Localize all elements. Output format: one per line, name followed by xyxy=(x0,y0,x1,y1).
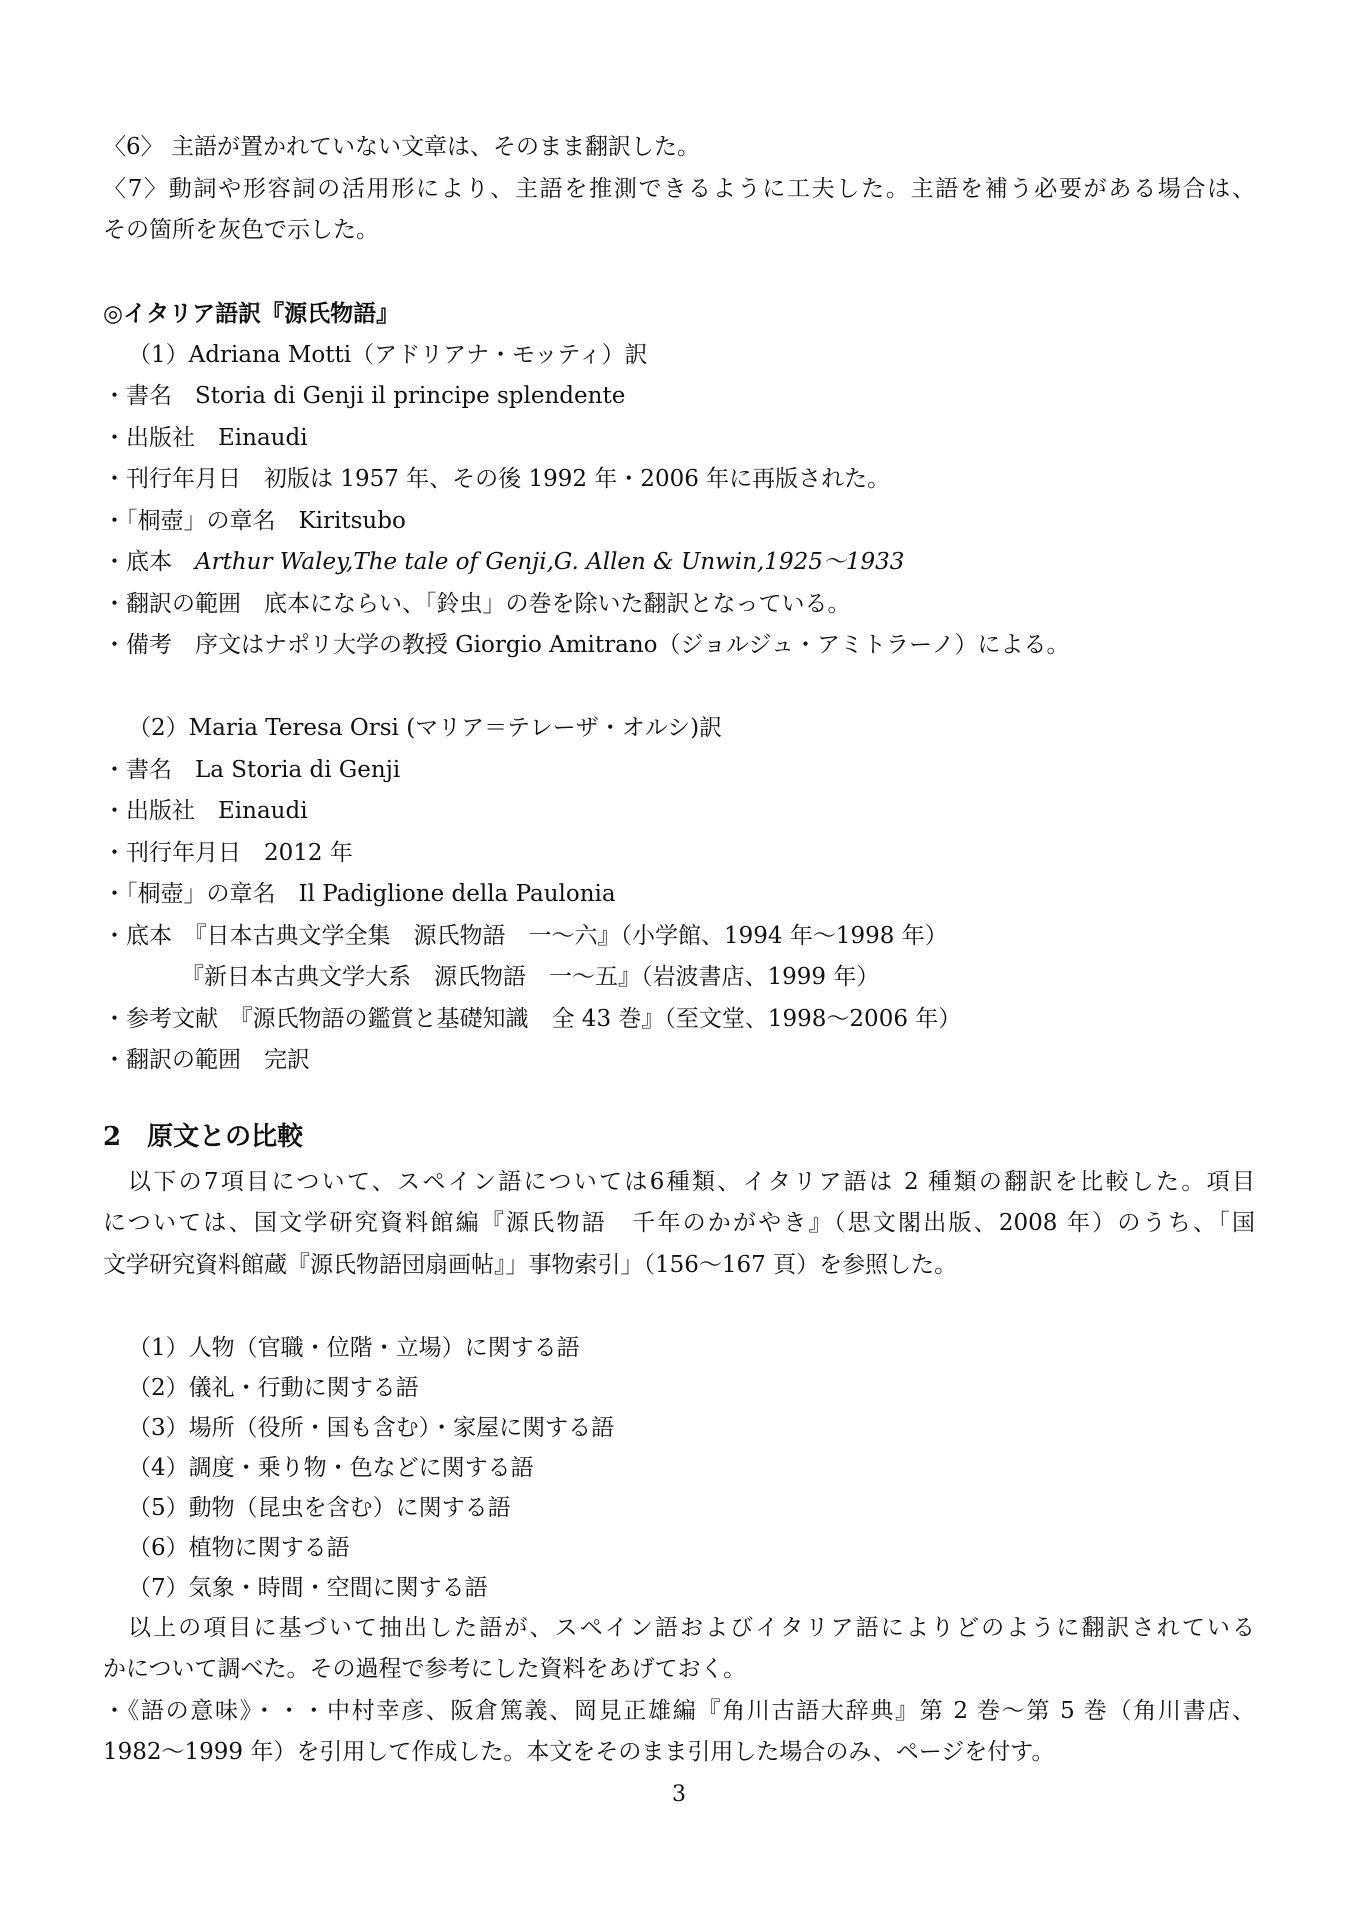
motti-publisher: ・出版社 Einaudi xyxy=(103,424,308,451)
category-item-1: （1）人物（官職・位階・立場）に関する語 xyxy=(128,1334,580,1361)
blank-line xyxy=(103,1286,1255,1328)
orsi-book-title: ・書名 La Storia di Genji xyxy=(103,756,401,783)
comparison-intro-line: 以下の7項目について、スペイン語については6種類、イタリア語は 2 種類の翻訳を比較した。項目 xyxy=(128,1168,1255,1195)
motti-source-line xyxy=(103,542,1255,584)
category-item-4: （4）調度・乗り物・色などに関する語 xyxy=(128,1454,534,1481)
orsi-source-line1: ・底本 『日本古典文学全集 源氏物語 一～六』（小学館、1994 年～1998 年） xyxy=(103,922,948,949)
orsi-publisher: ・出版社 Einaudi xyxy=(103,798,308,824)
translation-note-6: 〈6〉 主語が置かれていない文章は、そのまま翻訳した。 xyxy=(103,134,700,160)
orsi-source-line2: 『新日本古典文学大系 源氏物語 一～五』（岩波書店、1999 年） xyxy=(181,964,880,990)
document-content xyxy=(103,127,1255,1816)
category-item-5: （5）動物（昆虫を含む）に関する語 xyxy=(128,1494,511,1521)
comparison-intro-line: については、国文学研究資料館編『源氏物語 千年のかがやき』（思文閣出版、2008 年）のうち、「国 xyxy=(103,1210,1255,1236)
blank-line xyxy=(103,667,1255,709)
orsi-scope: ・翻訳の範囲 完訳 xyxy=(103,1047,310,1073)
motti-book-title: ・書名 Storia di Genji il principe splendente xyxy=(103,383,626,409)
orsi-kiritsubo-chapter: ・「桐壺」の章名 Il Padiglione della Paulonia xyxy=(103,881,616,907)
orsi-publication-date: ・刊行年月日 2012 年 xyxy=(103,839,353,866)
blank-line xyxy=(103,1082,1255,1112)
translation-note-7-line2: その箇所を灰色で示した。 xyxy=(103,217,379,243)
category-item-2: （2）儀礼・行動に関する語 xyxy=(128,1374,419,1401)
method-line: かについて調べた。その過程で参考にした資料をあげておく。 xyxy=(103,1656,747,1682)
comparison-intro-line: 文学研究資料館蔵『源氏物語団扇画帖』」事物索引」（156～167 頁）を参照した。 xyxy=(103,1251,958,1278)
motti-publication-date: ・刊行年月日 初版は 1957 年、その後 1992 年・2006 年に再版された。 xyxy=(103,466,891,492)
category-item-3: （3）場所（役所・国も含む）・家屋に関する語 xyxy=(128,1414,615,1441)
translation-note-7-line1: 〈7〉動詞や形容詞の活用形により、主語を推測できるように工夫した。主語を補う必要がある場合は、 xyxy=(103,175,1255,202)
reference-note-line: 1982～1999 年）を引用して作成した。本文をそのまま引用した場合のみ、ページを付す。 xyxy=(103,1739,1055,1765)
reference-note-line: ・《語の意味》・・・中村幸彦、阪倉篤義、岡見正雄編『角川古語大辞典』第 2 巻～第 5 巻（角川書店、 xyxy=(103,1697,1255,1724)
orsi-translator-title: （2）Maria Teresa Orsi (マリア＝テレーザ・オルシ)訳 xyxy=(128,715,723,741)
motti-source-title: Arthur Waley,The tale of Genji,G. Allen & Unwin,1925～1933 xyxy=(195,549,905,575)
motti-source-label: ・底本 xyxy=(103,549,195,575)
orsi-reference: ・参考文献 『源氏物語の鑑賞と基礎知識 全 43 巻』（至文堂、1998～2006 年） xyxy=(103,1005,962,1032)
motti-remarks: ・備考 序文はナポリ大学の教授 Giorgio Amitrano（ジョルジュ・アミトラーノ）による。 xyxy=(103,632,1070,658)
blank-line xyxy=(103,252,1255,294)
method-line: 以上の項目に基づいて抽出した語が、スペイン語およびイタリア語によりどのように翻訳されている xyxy=(128,1614,1255,1641)
category-item-7: （7）気象・時間・空間に関する語 xyxy=(128,1574,488,1601)
category-item-6: （6）植物に関する語 xyxy=(128,1534,350,1561)
motti-translator-title: （1）Adriana Motti（アドリアナ・モッティ）訳 xyxy=(128,341,648,368)
motti-scope: ・翻訳の範囲 底本にならい、「鈴虫」の巻を除いた翻訳となっている。 xyxy=(103,590,851,617)
page-number: 3 xyxy=(672,1781,686,1807)
italian-section-heading: ◎イタリア語訳『源氏物語』 xyxy=(103,300,400,327)
motti-kiritsubo-chapter: ・「桐壺」の章名 Kiritsubo xyxy=(103,507,406,534)
comparison-section-heading: 2 原文との比較 xyxy=(103,1121,304,1152)
